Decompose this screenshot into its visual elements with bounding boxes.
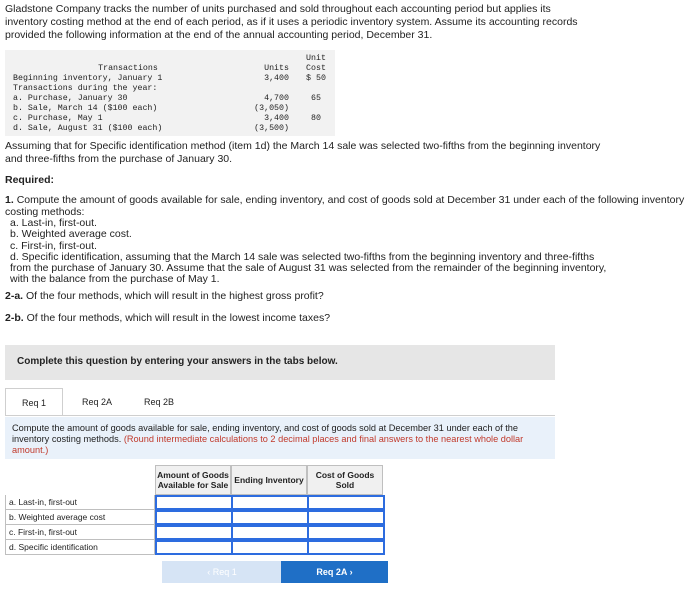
tab-req-2b[interactable]: Req 2B bbox=[143, 397, 175, 407]
question-2b-number: 2-b. bbox=[5, 312, 24, 324]
transactions-row-units: 3,400 bbox=[264, 74, 289, 83]
transactions-row-label: c. Purchase, May 1 bbox=[13, 114, 103, 123]
question-1-text: Compute the amount of goods available for sale, ending inventory, and cost of goods sold at December 31 under each of the following inventory costing methods: bbox=[5, 194, 685, 218]
assumption-text: Assuming that for Specific identification method (item 1d) the March 14 sale was selected two-fifths from the beginning inventory and three-fifths from the purchase of January 30. bbox=[5, 140, 601, 165]
question-1-items bbox=[10, 218, 610, 286]
input-weighted-cogs[interactable] bbox=[307, 510, 385, 525]
tab-req-2a[interactable]: Req 2A bbox=[81, 397, 113, 407]
input-lifo-ending-inventory[interactable] bbox=[231, 495, 309, 510]
tab-req-1[interactable]: Req 1 bbox=[5, 388, 63, 416]
tab-divider bbox=[5, 415, 555, 416]
question-1-item-b: b. Weighted average cost. bbox=[10, 228, 132, 241]
question-1-item-d: d. Specific identification, assuming that the March 14 sale was selected two-fifths from the beginning inventory and three-fifths from the purchase of January 30. Assume that the sale of August 31 was selected from the remainder of the beginning inventory, with the balance from the purchase of May 1. bbox=[10, 250, 607, 286]
question-2b bbox=[5, 312, 330, 324]
question-1 bbox=[5, 195, 700, 218]
input-specific-goods-available[interactable] bbox=[155, 540, 233, 555]
grid-row-label: b. Weighted average cost bbox=[5, 510, 155, 525]
complete-question-text: Complete this question by entering your answers in the tabs below. bbox=[17, 356, 338, 367]
transactions-row-units: (3,500) bbox=[254, 124, 289, 133]
transactions-row-cost: 65 bbox=[311, 94, 321, 103]
transactions-row-cost: $ 50 bbox=[306, 74, 326, 83]
question-2a bbox=[5, 290, 324, 302]
transactions-header-cost-2: Cost bbox=[306, 64, 326, 73]
input-fifo-ending-inventory[interactable] bbox=[231, 525, 309, 540]
question-2a-text: Of the four methods, which will result in the highest gross profit? bbox=[26, 290, 324, 302]
transactions-row-cost: 80 bbox=[311, 114, 321, 123]
grid-row-label: a. Last-in, first-out bbox=[5, 495, 155, 510]
grid-row-label: c. First-in, first-out bbox=[5, 525, 155, 540]
instruction-box bbox=[5, 417, 555, 459]
chevron-right-icon: › bbox=[349, 567, 353, 577]
question-2b-text: Of the four methods, which will result in the lowest income taxes? bbox=[26, 312, 331, 324]
transactions-row-units: (3,050) bbox=[254, 104, 289, 113]
col-header-cogs: Cost of Goods Sold bbox=[307, 465, 383, 495]
question-1-number: 1. bbox=[5, 194, 14, 206]
instruction-text: Compute the amount of goods available for sale, ending inventory, and cost of goods sold at December 31 under each of the inventory costing methods. bbox=[12, 423, 518, 444]
input-specific-cogs[interactable] bbox=[307, 540, 385, 555]
input-weighted-goods-available[interactable] bbox=[155, 510, 233, 525]
question-1-item-c: c. First-in, first-out. bbox=[10, 239, 97, 252]
transactions-header-label: Transactions bbox=[98, 64, 158, 73]
transactions-row-units: 4,700 bbox=[264, 94, 289, 103]
transactions-row-units: 3,400 bbox=[264, 114, 289, 123]
transactions-header-units: Units bbox=[264, 64, 289, 73]
input-lifo-cogs[interactable] bbox=[307, 495, 385, 510]
transactions-header-cost-1: Unit bbox=[306, 54, 326, 63]
intro-text: Gladstone Company tracks the number of units purchased and sold throughout each accounting period but applies its inventory costing method at the end of each period, as if it uses a periodic inventory system. Assume its accounting records provided the following information at the end of the annual accounting period, December 31. bbox=[5, 3, 578, 41]
transactions-row-label: b. Sale, March 14 ($100 each) bbox=[13, 104, 158, 113]
input-weighted-ending-inventory[interactable] bbox=[231, 510, 309, 525]
grid-row-label: d. Specific identification bbox=[5, 540, 155, 555]
prev-button-label: Req 1 bbox=[212, 567, 237, 577]
transactions-row-label: a. Purchase, January 30 bbox=[13, 94, 128, 103]
col-header-ending-inventory: Ending Inventory bbox=[231, 465, 307, 495]
transactions-row-label: d. Sale, August 31 ($100 each) bbox=[13, 124, 163, 133]
col-header-goods-available: Amount of Goods Available for Sale bbox=[155, 465, 231, 495]
question-2a-number: 2-a. bbox=[5, 290, 24, 302]
required-heading: Required: bbox=[5, 174, 55, 186]
next-button[interactable] bbox=[281, 561, 388, 583]
transactions-row-label: Transactions during the year: bbox=[13, 84, 158, 93]
chevron-left-icon: ‹ bbox=[207, 567, 211, 577]
transactions-row-label: Beginning inventory, January 1 bbox=[13, 74, 163, 83]
complete-question-banner bbox=[5, 345, 555, 380]
input-specific-ending-inventory[interactable] bbox=[231, 540, 309, 555]
question-1-item-a: a. Last-in, first-out. bbox=[10, 217, 97, 229]
instruction-note: (Round intermediate calculations to 2 decimal places and final answers to the nearest whole dollar amount.) bbox=[12, 434, 524, 455]
input-fifo-cogs[interactable] bbox=[307, 525, 385, 540]
prev-button[interactable] bbox=[162, 561, 282, 583]
input-lifo-goods-available[interactable] bbox=[155, 495, 233, 510]
next-button-label: Req 2A bbox=[316, 567, 348, 577]
transactions-table bbox=[5, 50, 335, 136]
input-fifo-goods-available[interactable] bbox=[155, 525, 233, 540]
